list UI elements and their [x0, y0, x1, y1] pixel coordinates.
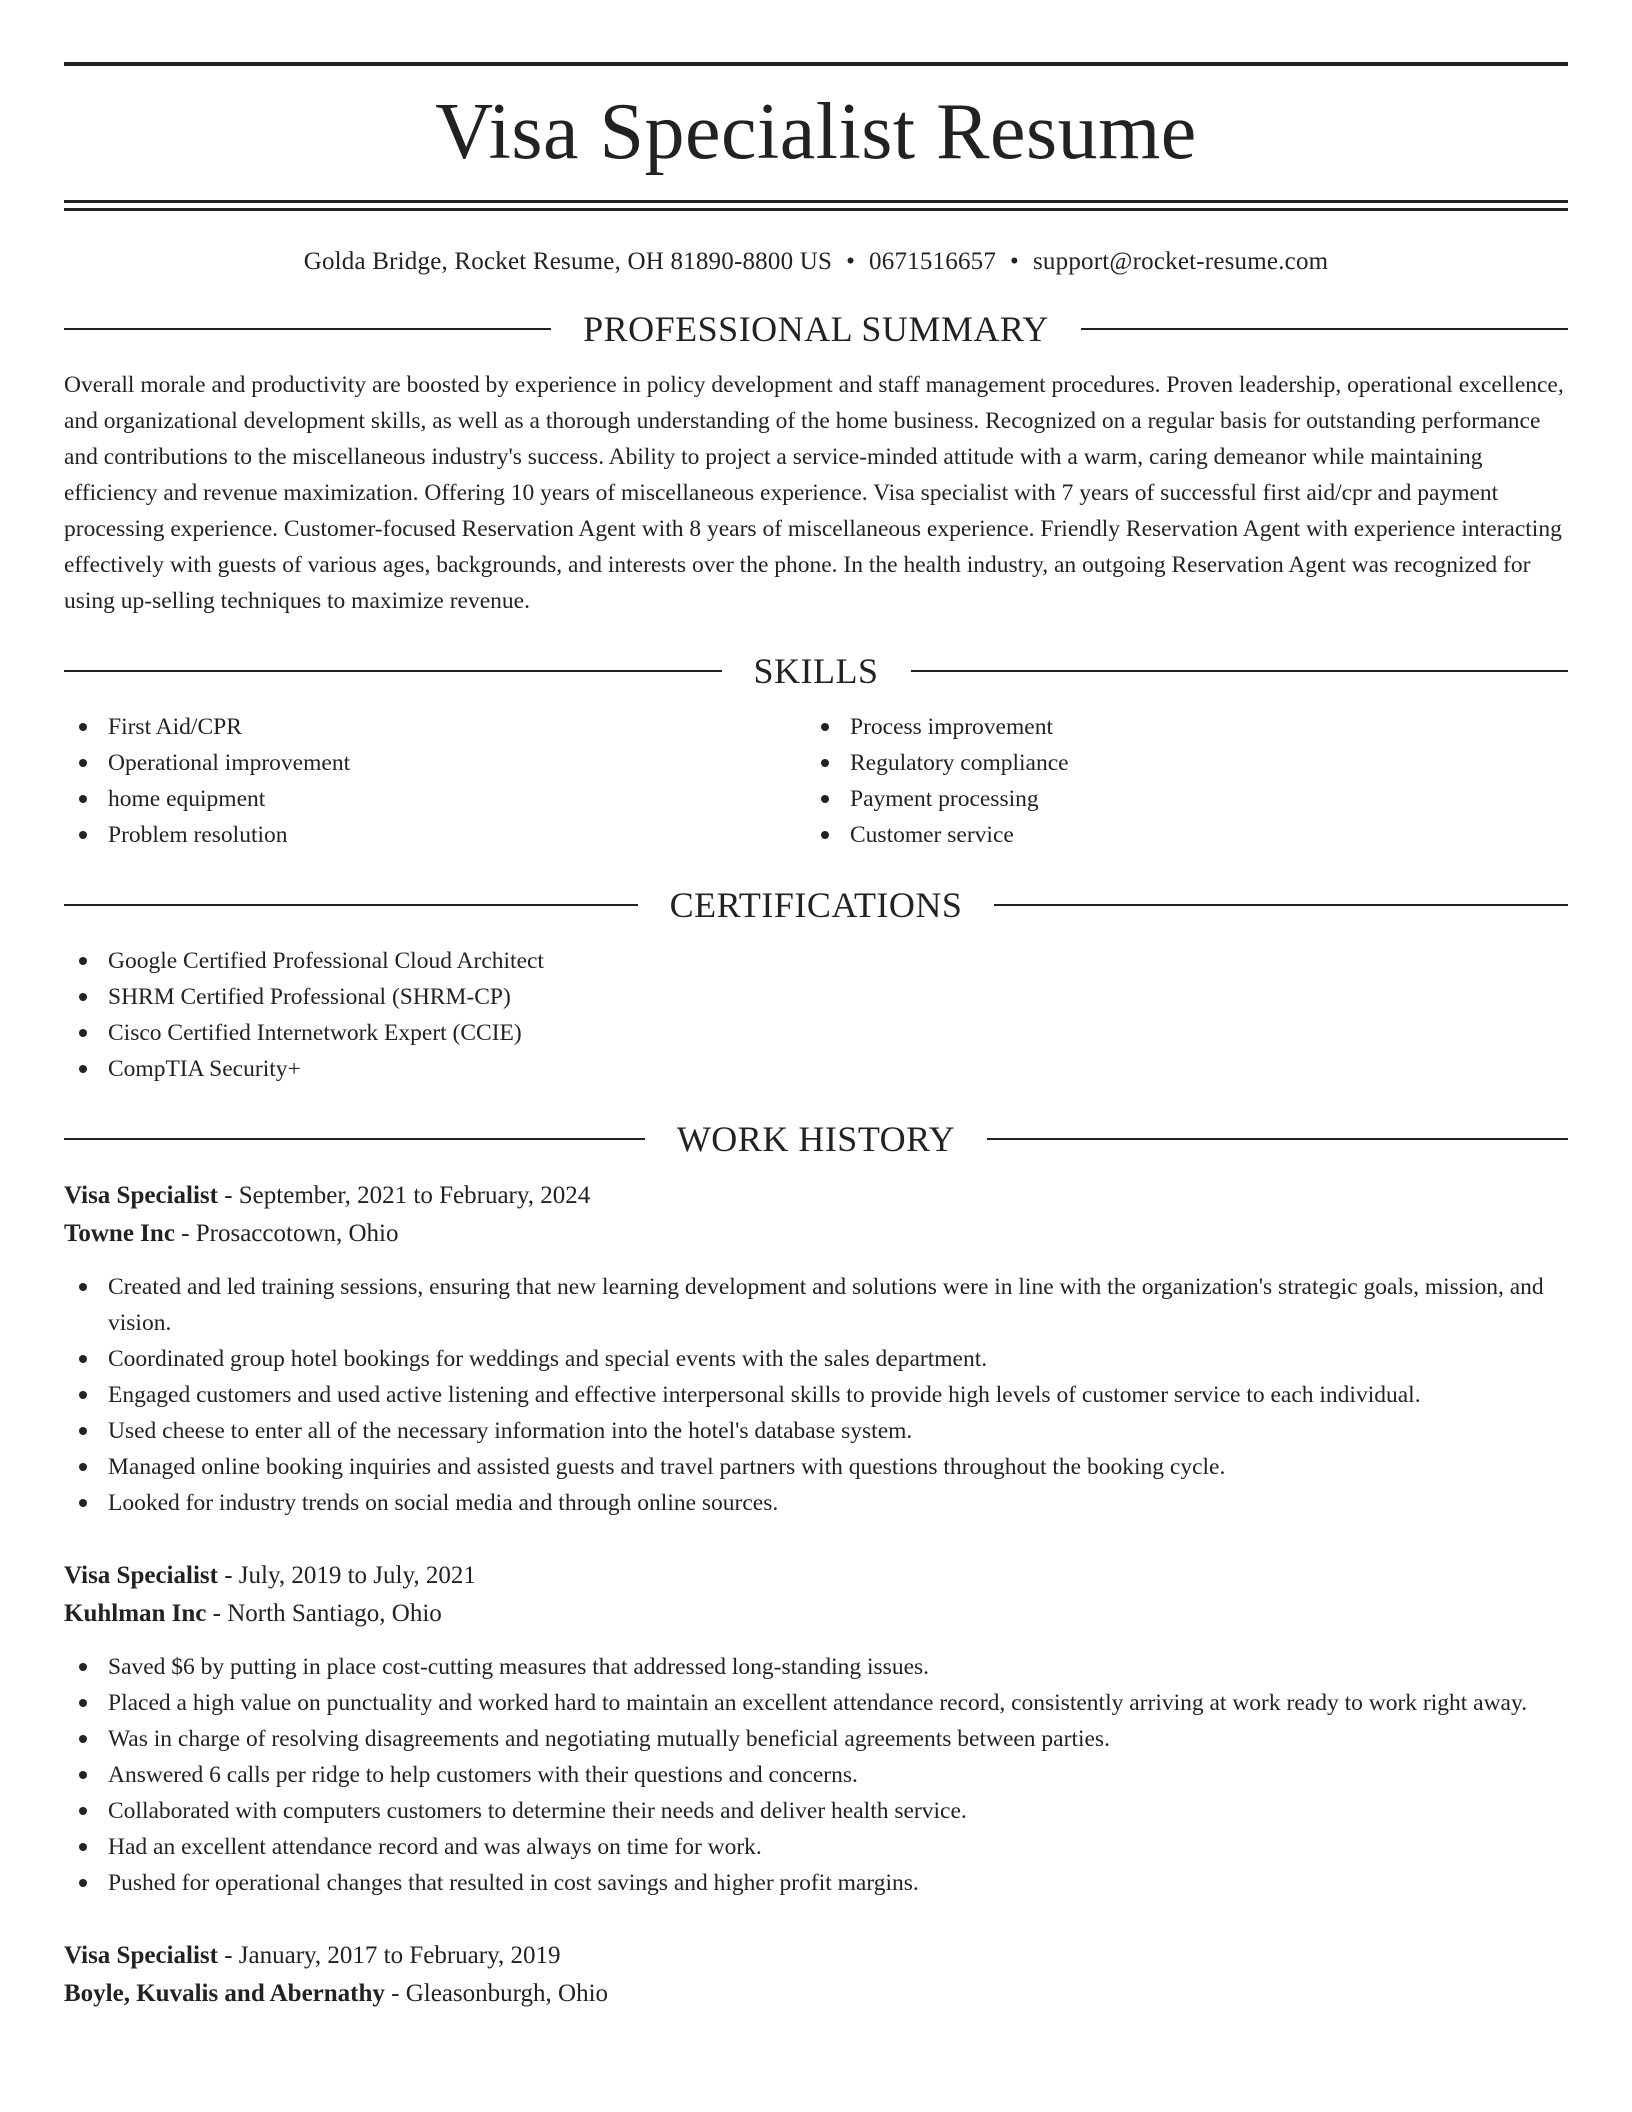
job-duty-item: Engaged customers and used active listening and effective interpersonal skills to provide high levels of customer service to each individual.: [64, 1377, 1568, 1413]
job-company-line: [64, 1975, 1568, 2013]
skill-item: Payment processing: [806, 781, 1548, 817]
section-rule: [64, 670, 722, 672]
section-rule: [1081, 328, 1568, 330]
contact-separator: •: [846, 248, 856, 275]
certifications-section-title: CERTIFICATIONS: [669, 885, 963, 925]
certifications-section-header: [64, 885, 1568, 925]
summary-section-title: PROFESSIONAL SUMMARY: [583, 309, 1049, 349]
skill-item: home equipment: [64, 781, 806, 817]
job-entry: [64, 1937, 1568, 2013]
certification-item: CompTIA Security+: [64, 1051, 1568, 1087]
job-dates: - September, 2021 to February, 2024: [217, 1182, 591, 1209]
work-history-section-title: WORK HISTORY: [676, 1119, 956, 1159]
skill-item: Operational improvement: [64, 745, 806, 781]
job-duty-item: Coordinated group hotel bookings for weddings and special events with the sales department.: [64, 1341, 1568, 1377]
section-rule: [64, 328, 551, 330]
job-dates: - January, 2017 to February, 2019: [217, 1942, 561, 1969]
job-company-line: [64, 1595, 1568, 1633]
job-title-line: [64, 1177, 1568, 1215]
skill-item: Regulatory compliance: [806, 745, 1548, 781]
job-duty-item: Looked for industry trends on social media and through online sources.: [64, 1485, 1568, 1521]
top-rule: [64, 62, 1568, 66]
contact-separator: •: [1010, 248, 1019, 275]
section-rule: [994, 904, 1568, 906]
section-rule: [64, 904, 638, 906]
skill-item: Problem resolution: [64, 817, 806, 853]
job-duty-item: Had an excellent attendance record and was always on time for work.: [64, 1829, 1568, 1865]
skills-grid: [64, 709, 1568, 853]
job-location: - Prosaccotown, Ohio: [174, 1220, 399, 1247]
skill-item: First Aid/CPR: [64, 709, 806, 745]
skill-item: Customer service: [806, 817, 1548, 853]
certifications-list: [64, 943, 1568, 1087]
job-duty-item: Was in charge of resolving disagreements and negotiating mutually beneficial agreements between parties.: [64, 1721, 1568, 1757]
contact-phone: 0671516657: [869, 248, 997, 275]
certification-item: SHRM Certified Professional (SHRM-CP): [64, 979, 1568, 1015]
job-location: - North Santiago, Ohio: [206, 1600, 442, 1627]
job-title: Visa Specialist: [64, 1562, 218, 1589]
skills-section-header: [64, 651, 1568, 691]
job-title-line: [64, 1937, 1568, 1975]
skills-list-right: [806, 709, 1548, 853]
contact-email[interactable]: support@rocket-resume.com: [1033, 248, 1329, 275]
job-entry: [64, 1177, 1568, 1521]
certification-item: Cisco Certified Internetwork Expert (CCIE): [64, 1015, 1568, 1051]
summary-section-header: [64, 309, 1568, 349]
job-title: Visa Specialist: [64, 1182, 218, 1209]
contact-address: Golda Bridge, Rocket Resume, OH 81890-8800 US: [303, 248, 833, 275]
job-duty-item: Managed online booking inquiries and assisted guests and travel partners with questions throughout the booking cycle.: [64, 1449, 1568, 1485]
job-company: Towne Inc: [64, 1220, 175, 1247]
job-duties-list: [64, 1269, 1568, 1521]
title-double-rule: [64, 200, 1568, 211]
job-dates: - July, 2019 to July, 2021: [217, 1562, 476, 1589]
contact-line: [64, 247, 1568, 277]
section-rule: [911, 670, 1569, 672]
summary-text: Overall morale and productivity are boosted by experience in policy development and staff management procedures. Proven leadership, operational excellence, and organizational development skills, as well as a thorough understanding of the home business. Recognized on a regular basis for outstanding performance and contributions to the miscellaneous industry's success. Ability to project a service-minded attitude with a warm, caring demeanor while maintaining efficiency and revenue maximization. Offering 10 years of miscellaneous experience. Visa specialist with 7 years of successful first aid/cpr and payment processing experience. Customer-focused Reservation Agent with 8 years of miscellaneous experience. Friendly Reservation Agent with experience interacting effectively with guests of various ages, backgrounds, and interests over the phone. In the health industry, an outgoing Reservation Agent was recognized for using up-selling techniques to maximize revenue.: [64, 372, 1564, 614]
job-company: Boyle, Kuvalis and Abernathy: [64, 1980, 385, 2007]
page-title: Visa Specialist Resume: [435, 88, 1197, 176]
skill-item: Process improvement: [806, 709, 1548, 745]
job-duties-list: [64, 1649, 1568, 1901]
job-duty-item: Saved $6 by putting in place cost-cutting measures that addressed long-standing issues.: [64, 1649, 1568, 1685]
work-history-section-header: [64, 1119, 1568, 1159]
certification-item: Google Certified Professional Cloud Architect: [64, 943, 1568, 979]
job-duty-item: Placed a high value on punctuality and worked hard to maintain an excellent attendance record, consistently arriving at work ready to work right away.: [64, 1685, 1568, 1721]
skills-section-title: SKILLS: [753, 651, 879, 691]
section-rule: [987, 1138, 1568, 1140]
section-rule: [64, 1138, 645, 1140]
job-title: Visa Specialist: [64, 1942, 218, 1969]
job-duty-item: Collaborated with computers customers to determine their needs and deliver health service.: [64, 1793, 1568, 1829]
job-duty-item: Used cheese to enter all of the necessary information into the hotel's database system.: [64, 1413, 1568, 1449]
job-duty-item: Answered 6 calls per ridge to help customers with their questions and concerns.: [64, 1757, 1568, 1793]
job-location: - Gleasonburgh, Ohio: [384, 1980, 609, 2007]
skills-list-left: [64, 709, 806, 853]
job-entry: [64, 1557, 1568, 1901]
job-company: Kuhlman Inc: [64, 1600, 207, 1627]
job-company-line: [64, 1215, 1568, 1253]
job-duty-item: Pushed for operational changes that resulted in cost savings and higher profit margins.: [64, 1865, 1568, 1901]
job-title-line: [64, 1557, 1568, 1595]
job-duty-item: Created and led training sessions, ensuring that new learning development and solutions were in line with the organization's strategic goals, mission, and vision.: [64, 1269, 1568, 1341]
